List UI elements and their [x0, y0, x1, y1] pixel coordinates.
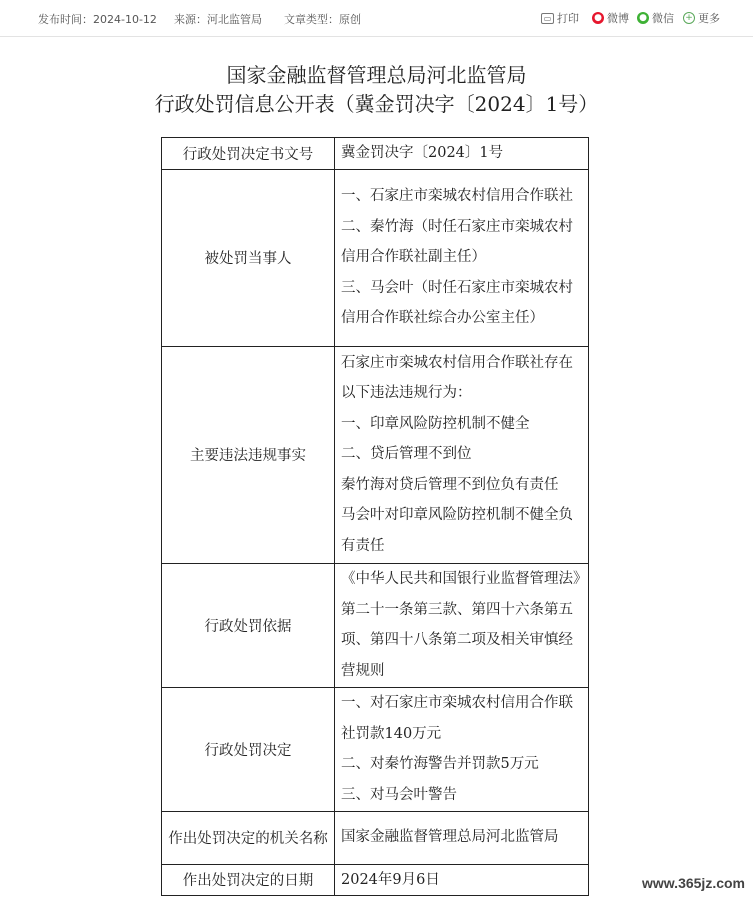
- plus-icon: +: [683, 12, 695, 24]
- table-row: [162, 169, 589, 346]
- value-line: 三、马会叶（时任石家庄市栾城农村信用合作联社综合办公室主任）: [341, 279, 573, 327]
- table-row: [162, 811, 589, 864]
- value-line: 二、贷后管理不到位: [341, 446, 472, 463]
- article-type: 文章类型：原创: [284, 13, 361, 26]
- row-label: 主要违法违规事实: [162, 346, 335, 563]
- row-label: 行政处罚依据: [162, 563, 335, 687]
- value-line: 2024年9月6日: [341, 871, 440, 888]
- value-line: 二、秦竹海（时任石家庄市栾城农村信用合作联社副主任）: [341, 218, 573, 266]
- value-line: 一、石家庄市栾城农村信用合作联社: [341, 188, 573, 205]
- printer-icon: ▭: [541, 13, 554, 24]
- table-row: [162, 346, 589, 563]
- penalty-info-table: [161, 137, 589, 896]
- article-meta-bar: [0, 0, 753, 37]
- row-label: 被处罚当事人: [162, 169, 335, 346]
- row-value: [335, 811, 589, 864]
- row-label: 行政处罚决定书文号: [162, 138, 335, 170]
- value-line: 秦竹海对贷后管理不到位负有责任: [341, 476, 559, 493]
- value-line: 冀金罚决字〔2024〕1号: [341, 145, 504, 161]
- value-line: 二、对秦竹海警告并罚款5万元: [341, 756, 539, 772]
- page-title: 国家金融监督管理总局河北监管局: [226, 63, 527, 87]
- page-subtitle: 行政处罚信息公开表（冀金罚决字〔2024〕1号）: [154, 92, 599, 116]
- value-line: 石家庄市栾城农村信用合作联社存在以下违法违规行为：: [341, 354, 573, 402]
- table-row: [162, 563, 589, 687]
- publish-date: 发布时间：2024-10-12: [38, 13, 157, 26]
- value-line: 国家金融监督管理总局河北监管局: [341, 829, 559, 846]
- site-watermark: www.365jz.com: [642, 875, 745, 891]
- weibo-icon: ●: [592, 12, 604, 24]
- value-line: 一、印章风险防控机制不健全: [341, 415, 530, 432]
- print-button[interactable]: ▭ 打印: [541, 10, 579, 26]
- row-value: [335, 864, 589, 896]
- row-label: 作出处罚决定的机关名称: [162, 811, 335, 864]
- row-value: [335, 687, 589, 811]
- row-value: [335, 138, 589, 170]
- row-value: [335, 563, 589, 687]
- weibo-share-button[interactable]: ● 微博: [592, 10, 629, 26]
- source: 来源：河北监管局: [174, 13, 262, 26]
- row-label: 行政处罚决定: [162, 687, 335, 811]
- row-value: [335, 169, 589, 346]
- table-row: [162, 864, 589, 896]
- table-row: [162, 138, 589, 170]
- table-row: [162, 687, 589, 811]
- value-line: 《中华人民共和国银行业监督管理法》第二十一条第三款、第四十六条第五项、第四十八条第二项及相关审慎经营规则: [341, 571, 581, 679]
- more-share-button[interactable]: + 更多: [683, 10, 720, 26]
- wechat-icon: ●: [637, 12, 649, 24]
- value-line: 马会叶对印章风险防控机制不健全负有责任: [341, 507, 573, 554]
- value-line: 一、对石家庄市栾城农村信用合作联社罚款140万元: [341, 695, 573, 742]
- value-line: 三、对马会叶警告: [341, 786, 457, 803]
- row-value: [335, 346, 589, 563]
- row-label: 作出处罚决定的日期: [162, 864, 335, 896]
- wechat-share-button[interactable]: ● 微信: [637, 10, 674, 26]
